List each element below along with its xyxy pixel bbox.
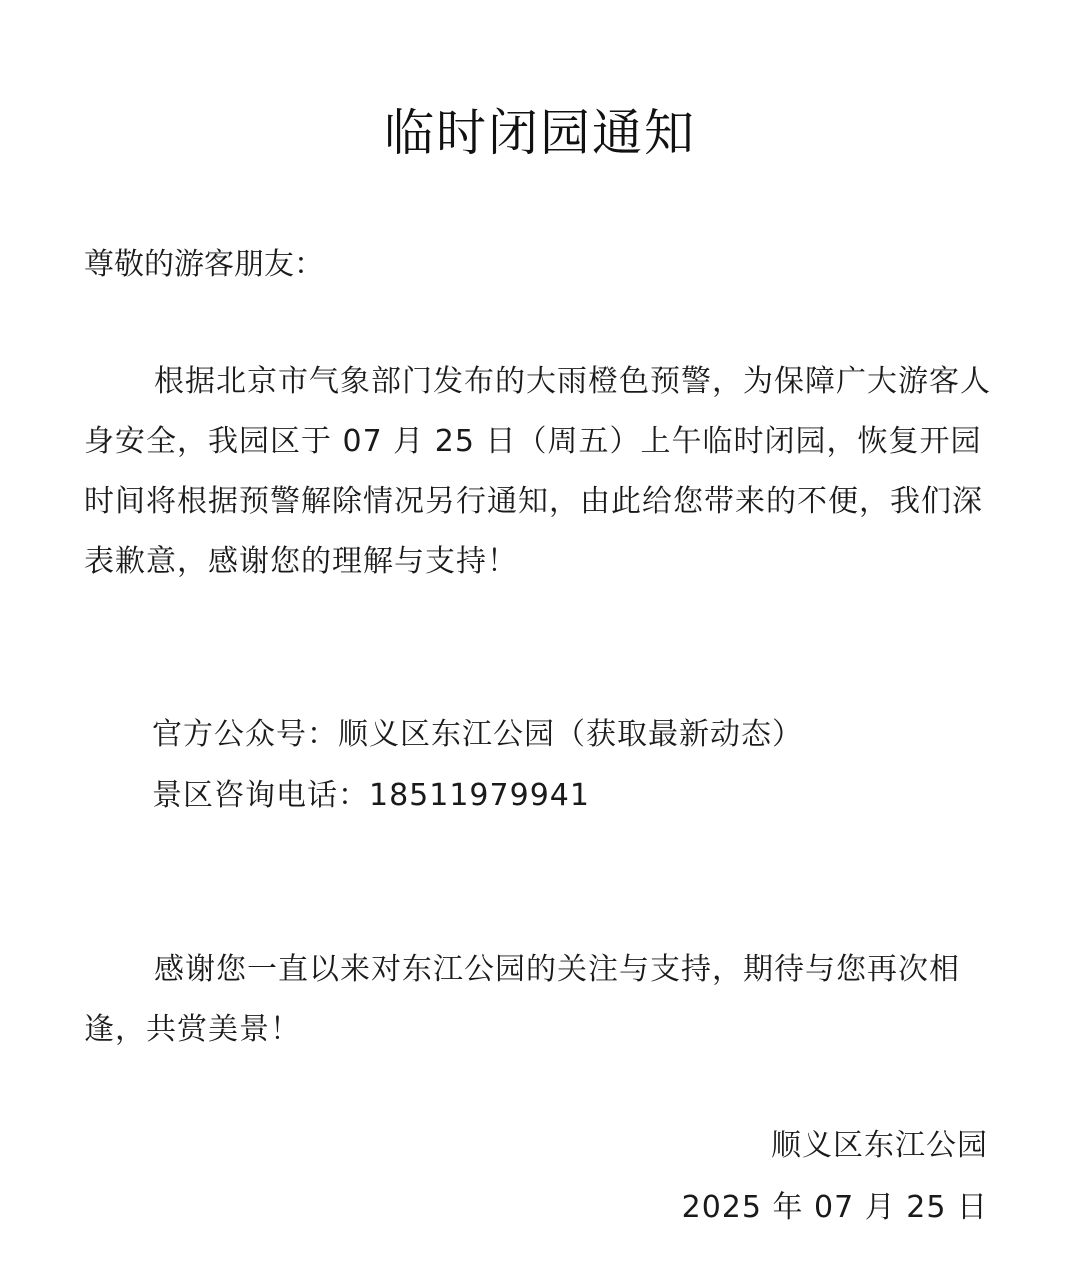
signature-date: 2025 年 07 月 25 日 [681, 1190, 988, 1225]
closing-paragraph: 感谢您一直以来对东江公园的关注与支持，期待与您再次相逢，共赏美景！ [84, 952, 960, 1047]
official-account-line: 官方公众号：顺义区东江公园（获取最新动态） [152, 717, 803, 752]
notice-body-paragraph: 根据北京市气象部门发布的大雨橙色预警，为保障广大游客人身安全，我园区于 07 月 25 日（周五）上午临时闭园，恢复开园时间将根据预警解除情况另行通知，由此给您带来的不便，我们深表歉意，感谢您的理解与支持！ [84, 364, 991, 579]
signature-organization: 顺义区东江公园 [771, 1128, 988, 1163]
notice-title: 临时闭园通知 [384, 104, 696, 162]
consultation-phone-line: 景区咨询电话：18511979941 [152, 778, 590, 813]
salutation: 尊敬的游客朋友： [84, 247, 324, 282]
